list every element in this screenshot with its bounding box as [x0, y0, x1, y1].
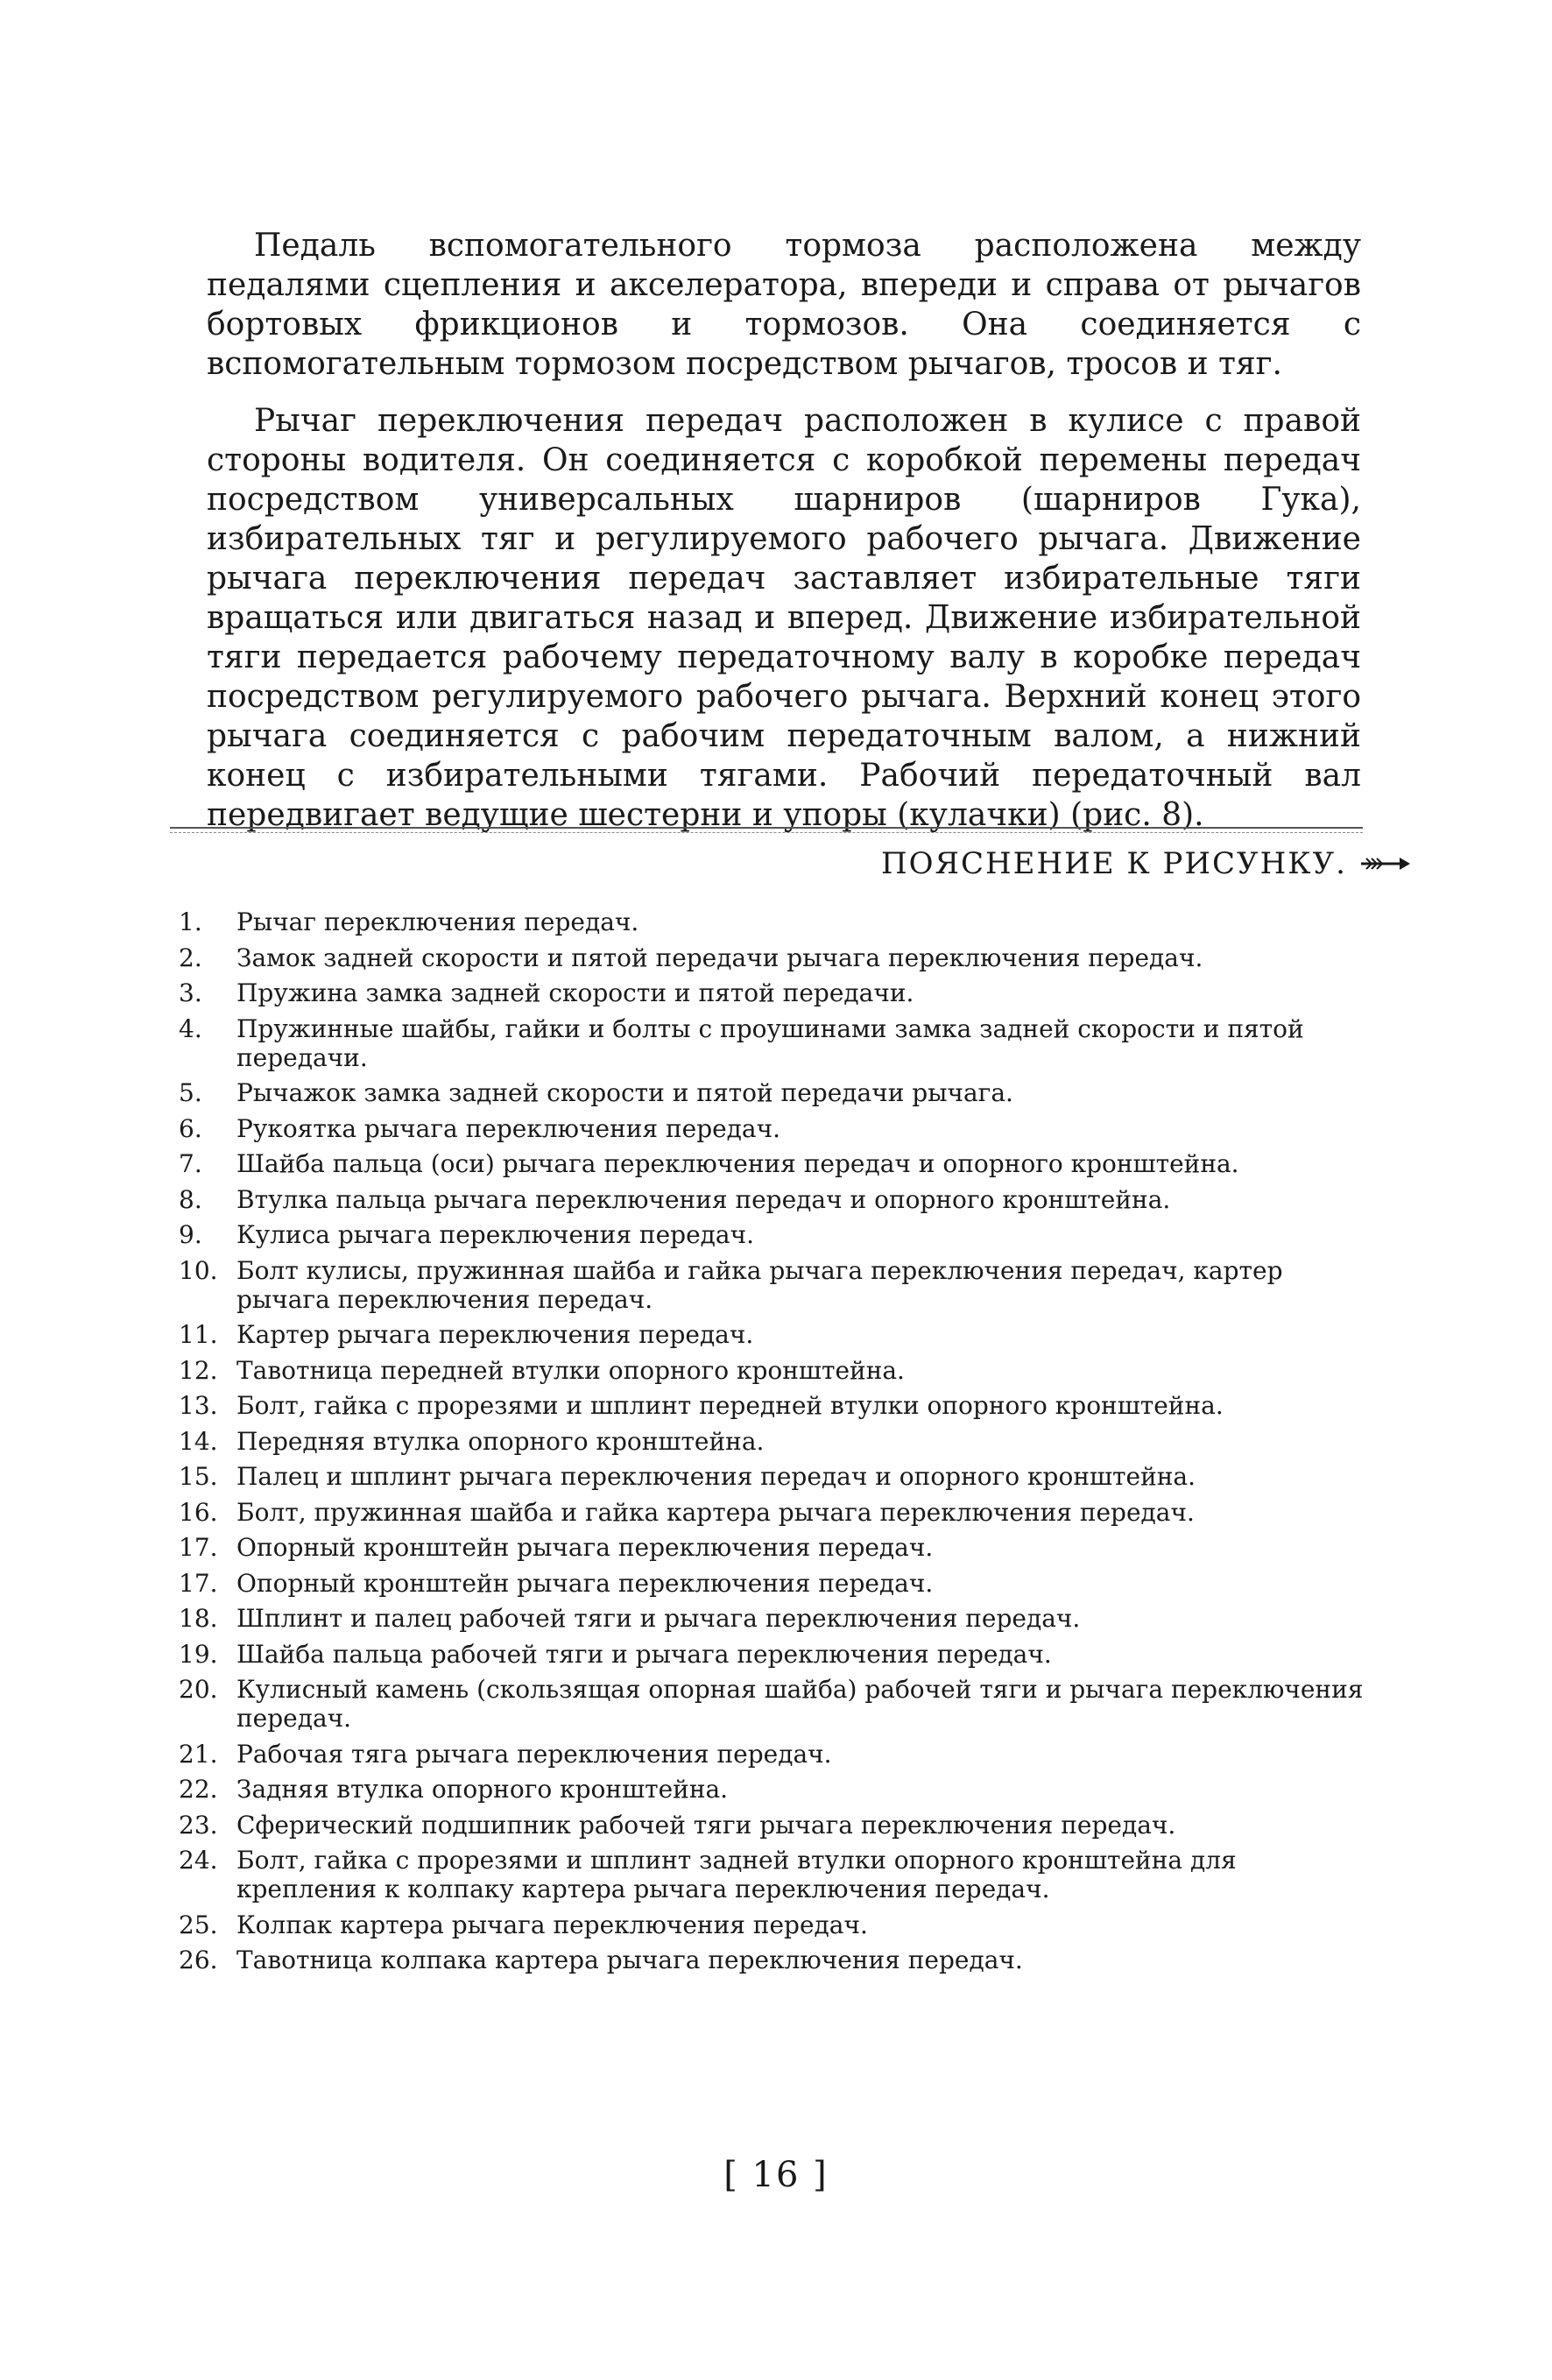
legend-item-number: 14. [179, 1426, 218, 1456]
legend-item-number: 15. [179, 1462, 218, 1491]
legend-item-text: Передняя втулка опорного кронштейна. [236, 1426, 765, 1456]
legend-item-number: 19. [179, 1639, 218, 1669]
legend-item-number: 6. [179, 1113, 202, 1143]
legend-item [0, 1078, 1552, 1107]
section-divider [170, 827, 1363, 829]
page-number: [ 16 ] [723, 2155, 829, 2195]
legend-item [0, 1846, 1552, 1903]
legend-item [0, 1356, 1552, 1385]
legend-item [0, 1185, 1552, 1214]
legend-item-text: Тавотница передней втулки опорного кронштейна. [236, 1355, 905, 1385]
legend-item [0, 1740, 1552, 1769]
legend-item-number: 26. [179, 1946, 218, 1974]
legend-item-text: Рукоятка рычага переключения передач. [236, 1113, 781, 1143]
legend-item-text: Задняя втулка опорного кронштейна. [236, 1775, 729, 1804]
legend-item-text: Болт, пружинная шайба и гайка картера рычага переключения передач. [236, 1497, 1195, 1527]
legend-item [0, 1149, 1552, 1178]
legend-item-text: Пружина замка задней скорости и пятой передачи. [236, 978, 914, 1007]
legend-item-text: Болт кулисы, пружинная шайба и гайка рычага переключения передач, картер рычага переключения передач. [236, 1255, 1283, 1314]
legend-item-number: 22. [179, 1775, 218, 1804]
legend-item-number: 7. [179, 1149, 202, 1178]
legend-item [0, 1114, 1552, 1143]
legend-item [0, 1811, 1552, 1840]
legend-item-text: Болт, гайка с прорезями и шплинт задней втулки опорного кронштейна для крепления к колпаку картера рычага переключения передач. [236, 1846, 1237, 1903]
legend-item [0, 1946, 1552, 1974]
legend-item-number: 17. [179, 1533, 218, 1562]
legend-item-number: 3. [179, 978, 202, 1007]
legend-item-number: 25. [179, 1910, 218, 1939]
legend-item [0, 1220, 1552, 1249]
section-divider-dashed [170, 832, 1363, 833]
legend-item-number: 1. [179, 908, 202, 936]
legend-item-number: 23. [179, 1810, 218, 1840]
legend-item-number: 17. [179, 1568, 218, 1598]
legend-item-number: 12. [179, 1355, 218, 1385]
legend-item [0, 1014, 1552, 1072]
caption-text: ПОЯСНЕНИЕ К РИСУНКУ. [881, 846, 1347, 881]
legend-item [0, 908, 1552, 936]
legend-item [0, 1320, 1552, 1349]
legend-item [0, 1391, 1552, 1420]
arrow-right-icon [1359, 855, 1412, 872]
legend-item-text: Рычажок замка задней скорости и пятой передачи рычага. [236, 1078, 1013, 1107]
legend-item-number: 11. [179, 1320, 218, 1349]
legend-item [0, 1427, 1552, 1456]
legend-item-number: 8. [179, 1184, 202, 1214]
figure-legend-caption [881, 846, 1412, 881]
legend-item [0, 1775, 1552, 1804]
legend-item-number: 13. [179, 1391, 218, 1420]
paragraph-gear-shift-lever: Рычаг переключения передач расположен в кулисе с правой стороны водителя. Он соединяется с коробкой перемены передач посредством универсальных шарниров (шарниров Гука), избирательных тяг и регулируемого рабочего рычага. Движение рычага переключения передач заставляет избирательные тяги вращаться или двигаться назад и вперед. Движение избирательной тяги передается рабочему передаточному валу в коробке передач посредством регулируемого рабочего рычага. Верхний конец этого рычага соединяется с рабочим передаточным валом, а нижний конец с избирательными тягами. Рабочий передаточный вал передвигает ведущие шестерни и упоры (кулачки) (рис. 8). [207, 403, 1361, 833]
legend-item [0, 1675, 1552, 1733]
legend-item-text: Замок задней скорости и пятой передачи рычага переключения передач. [236, 943, 1203, 972]
legend-item-text: Шайба пальца (оси) рычага переключения передач и опорного кронштейна. [236, 1149, 1239, 1178]
legend-item-text: Палец и шплинт рычага переключения передач и опорного кронштейна. [236, 1462, 1196, 1491]
legend-item-text: Втулка пальца рычага переключения передач и опорного кронштейна. [236, 1184, 1171, 1214]
legend-item-text: Шплинт и палец рабочей тяги и рычага переключения передач. [236, 1604, 1081, 1633]
legend-item-text: Пружинные шайбы, гайки и болты с проушинами замка задней скорости и пятой передачи. [236, 1013, 1304, 1072]
figure-legend-list [0, 908, 1552, 1981]
legend-item-text: Рычаг переключения передач. [236, 908, 639, 936]
legend-item-number: 18. [179, 1604, 218, 1633]
legend-item-text: Колпак картера рычага переключения передач. [236, 1910, 868, 1939]
legend-item [0, 1569, 1552, 1598]
legend-item [0, 1604, 1552, 1633]
legend-item [0, 1910, 1552, 1939]
legend-item [0, 1498, 1552, 1527]
legend-item-number: 4. [179, 1013, 202, 1043]
legend-item-number: 20. [179, 1675, 218, 1704]
legend-item-number: 10. [179, 1255, 218, 1285]
paragraph-auxiliary-brake-pedal: Педаль вспомогательного тормоза расположена между педалями сцепления и акселератора, впереди и справа от рычагов бортовых фрикционов и тормозов. Она соединяется с вспомогательным тормозом посредством рычагов, тросов и тяг. [207, 228, 1361, 382]
legend-item-text: Тавотница колпака картера рычага переключения передач. [236, 1946, 1023, 1974]
legend-item-text: Картер рычага переключения передач. [236, 1320, 754, 1349]
legend-item [0, 1256, 1552, 1314]
legend-item [0, 1462, 1552, 1491]
legend-item-text: Кулиса рычага переключения передач. [236, 1220, 754, 1249]
legend-item-text: Кулисный камень (скользящая опорная шайба) рабочей тяги и рычага переключения передач. [236, 1675, 1364, 1733]
legend-item-number: 16. [179, 1497, 218, 1527]
legend-item-number: 5. [179, 1078, 202, 1107]
legend-item-text: Сферический подшипник рабочей тяги рычага переключения передач. [236, 1810, 1176, 1840]
legend-item [0, 1640, 1552, 1669]
legend-item-text: Опорный кронштейн рычага переключения передач. [236, 1568, 934, 1598]
legend-item-text: Опорный кронштейн рычага переключения передач. [236, 1533, 934, 1562]
legend-item-number: 9. [179, 1220, 202, 1249]
legend-item-number: 21. [179, 1739, 218, 1769]
legend-item-number: 2. [179, 943, 202, 972]
legend-item-text: Болт, гайка с прорезями и шплинт передней втулки опорного кронштейна. [236, 1391, 1224, 1420]
legend-item-text: Рабочая тяга рычага переключения передач. [236, 1739, 832, 1769]
legend-item [0, 1533, 1552, 1562]
legend-item [0, 943, 1552, 972]
legend-item [0, 978, 1552, 1007]
legend-item-text: Шайба пальца рабочей тяги и рычага переключения передач. [236, 1639, 1052, 1669]
legend-item-number: 24. [179, 1846, 218, 1875]
